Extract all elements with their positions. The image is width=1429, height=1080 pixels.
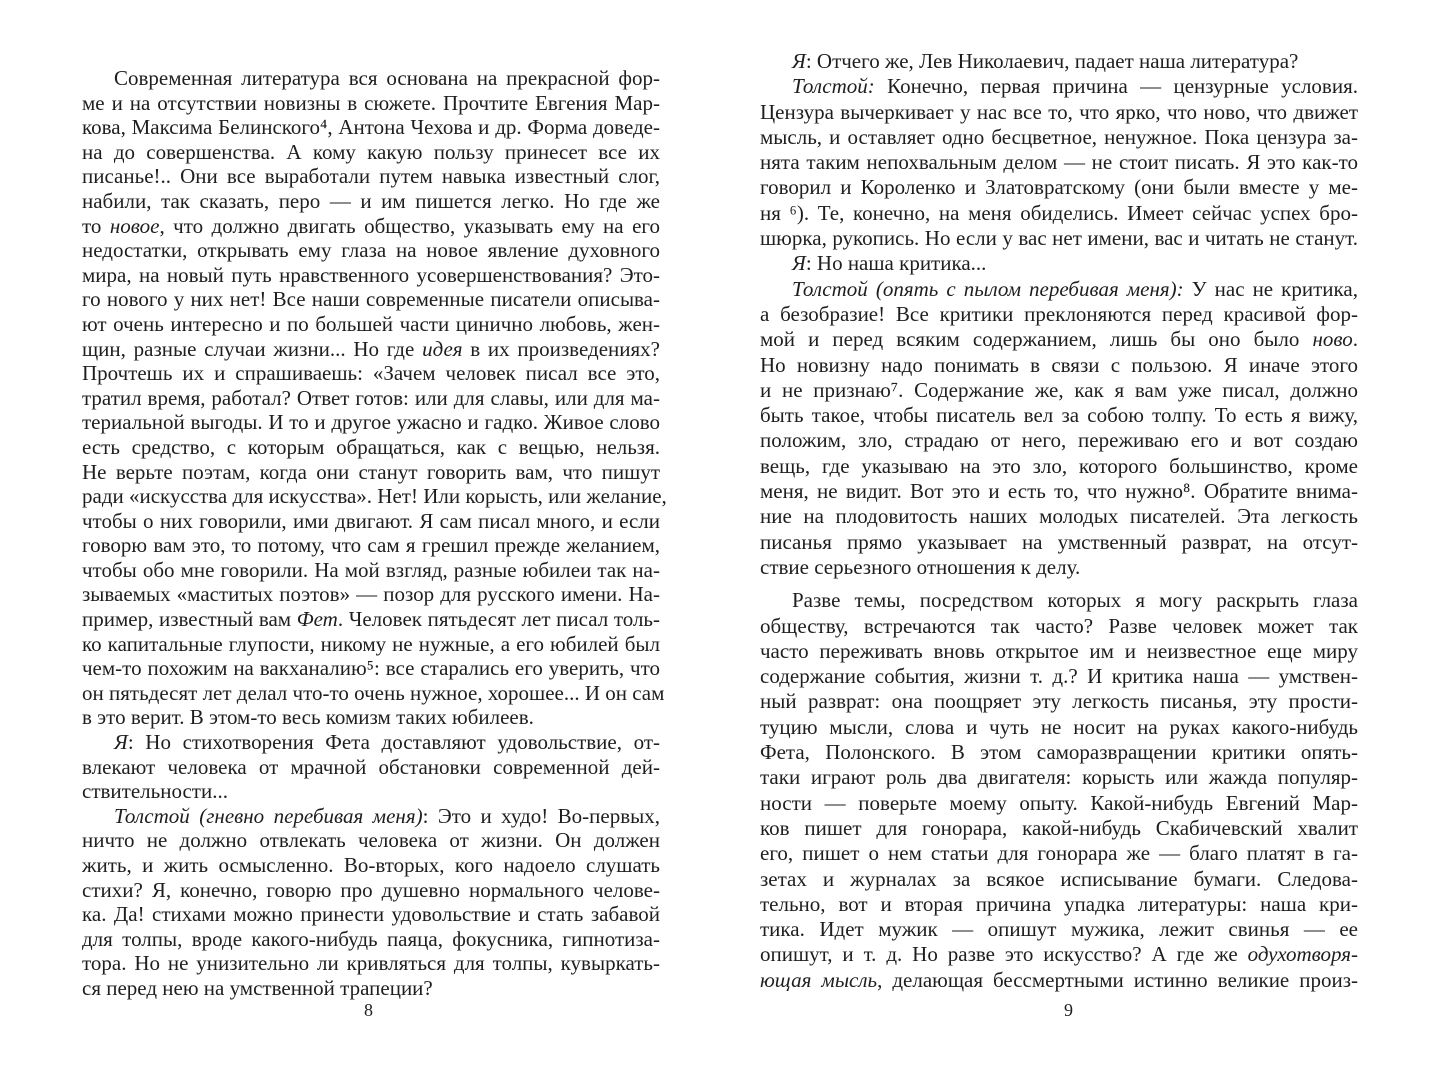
text-line <box>760 530 1358 555</box>
text-line <box>760 378 1358 403</box>
text-segment: опишут, и т. д. Но разве это искусство? А где же <box>760 942 1248 967</box>
text-segment: ко капитальные глупости, никому не нужные, а его юбилей был <box>82 631 660 656</box>
text-segment: Современная литература вся основана на прекрасной фор- <box>114 66 660 90</box>
text-segment: его, пишет о нем статьи для гонорара же — благо платят в га- <box>760 841 1358 866</box>
text-line <box>760 150 1358 175</box>
text-line <box>760 555 1358 580</box>
text-segment: мира, на новый путь нравственного усовершенствования? Это- <box>82 262 660 287</box>
text-line <box>760 816 1358 841</box>
text-line <box>82 730 660 755</box>
text-segment: Цензура вычеркивает у нас все то, что ярко, что ново, что движет <box>760 99 1358 124</box>
italic-text: Я <box>792 49 806 73</box>
text-line <box>82 878 660 903</box>
text-segment: набили, так сказать, перо — и им пишется легко. Но где же <box>82 188 660 213</box>
text-line <box>760 639 1358 664</box>
text-segment: писанья прямо указывает на умственный разврат, на отсут- <box>760 529 1358 554</box>
text-line <box>760 614 1358 639</box>
text-segment: ние на плодовитость наших молодых писателей. Эта легкость <box>760 504 1358 529</box>
text-segment: ный разврат: она поощряет эту легкость писанья, эту прости- <box>760 689 1358 714</box>
text-line <box>82 582 660 607</box>
text-line <box>82 214 660 239</box>
text-segment: шюрка, рукопись. Но если у вас нет имени, вас и читать не станут. <box>760 226 1358 251</box>
text-segment: содержание события, жизни т. д.? И критика наша — умствен- <box>760 664 1358 689</box>
text-line <box>82 410 660 435</box>
text-line <box>760 428 1358 453</box>
text-segment: то <box>82 213 110 238</box>
italic-text: Я <box>792 251 806 276</box>
text-line <box>82 632 660 657</box>
text-segment: У нас не критика, <box>1183 276 1358 301</box>
text-segment: ня ⁶). Те, конечно, на меня обиделись. Имеет сейчас успех бро- <box>760 200 1358 225</box>
text-segment: недостатки, открывать ему глаза на новое явление духовного <box>82 238 660 263</box>
text-line <box>82 705 660 730</box>
text-segment: таки играют роль два двигателя: корысть или жажда популяр- <box>760 765 1358 790</box>
text-segment: часто переживать вновь открытое им и неизвестное еще миру <box>760 638 1358 663</box>
text-line <box>82 828 660 853</box>
text-line <box>760 454 1358 479</box>
text-line <box>760 302 1358 327</box>
text-segment: : Но стихотворения Фета доставляют удовольствие, от- <box>127 730 660 755</box>
text-line <box>82 755 660 780</box>
text-line <box>760 689 1358 714</box>
text-line <box>760 504 1358 529</box>
text-line <box>760 49 1358 74</box>
text-line <box>760 403 1358 428</box>
text-segment: ствие серьезного отношения к делу. <box>760 554 1081 579</box>
text-line <box>82 976 660 1001</box>
text-line <box>82 91 660 116</box>
text-line <box>82 927 660 952</box>
text-segment: говорю вам это, то потому, что сам я грешил прежде желанием, <box>82 533 660 558</box>
text-line <box>82 779 660 804</box>
text-segment: : Но наша критика... <box>805 251 987 276</box>
text-segment: в это верит. В этом-то весь комизм таких юбилеев. <box>82 705 534 730</box>
text-line <box>760 327 1358 352</box>
text-segment: тельно, вот и вторая причина упадка литературы: наша кри- <box>760 891 1358 916</box>
text-segment: тика. Идет мужик — опишут мужика, лежит свинья — ее <box>760 917 1358 942</box>
text-line <box>760 765 1358 790</box>
text-line <box>760 715 1358 740</box>
text-segment: пример, известный вам <box>82 607 297 632</box>
text-segment: тратил время, работал? Ответ готов: или для славы, или для ма- <box>82 385 660 410</box>
text-segment: говорил и Короленко и Златовратскому (они были вместе у ме- <box>760 175 1358 200</box>
text-line <box>760 175 1358 200</box>
text-line <box>82 287 660 312</box>
text-segment: мысль, и оставляет одно бесцветное, ненужное. Пока цензура за- <box>760 124 1358 149</box>
text-line <box>82 607 660 632</box>
text-segment: Прочтешь их и спрашиваешь: «Зачем человек писал все это, <box>82 361 660 386</box>
text-segment: . Человек пятьдесят лет писал толь- <box>337 607 660 632</box>
text-segment: териальной выгоды. И то и другое ужасно и гадко. Живое слово <box>82 410 660 435</box>
text-line <box>82 460 660 485</box>
text-segment: вещь, где указываю на это зло, которого большинство, кроме <box>760 453 1358 478</box>
left-page-text <box>82 66 667 1001</box>
page-number-left: 8 <box>364 1000 373 1020</box>
text-line <box>760 917 1358 942</box>
text-line <box>760 74 1358 99</box>
italic-text: Толстой (гневно перебивая меня) <box>114 803 423 828</box>
text-line <box>82 140 660 165</box>
text-line <box>760 251 1358 276</box>
text-segment: , делающая бессмертными истинно великие произ- <box>877 967 1358 992</box>
text-segment: он пятьдесят лет делал что-то очень нужное, хорошее... И он сам <box>82 680 665 705</box>
text-segment: ствительности... <box>82 779 228 804</box>
italic-text: ново <box>1312 327 1353 352</box>
text-line <box>760 588 1358 613</box>
text-segment: жить, и жить осмысленно. Во-вторых, кого надоело слушать <box>82 853 660 877</box>
text-line <box>760 841 1358 866</box>
text-segment: ности — поверьте моему опыту. Какой-нибудь Евгений Мар- <box>760 790 1358 815</box>
italic-text: новое <box>109 213 160 238</box>
text-segment: го нового у них нет! Все наши современные писатели описыва- <box>82 287 660 312</box>
text-segment: ради «искусства для искусства». Нет! Или корысть, или желание, <box>82 484 667 509</box>
text-line <box>760 664 1358 689</box>
text-segment: писанье!.. Они все выработали путем навыка известный слог, <box>82 164 660 189</box>
text-line <box>82 189 660 214</box>
text-segment: нята таким непохвальным делом — не стоит писать. Я это как-то <box>760 150 1358 175</box>
text-segment: в их произведениях? <box>462 336 660 361</box>
text-segment: : Отчего же, Лев Николаевич, падает наша литература? <box>805 49 1299 73</box>
text-line <box>82 312 660 337</box>
text-segment: а безобразие! Все критики преклоняются перед красивой фор- <box>760 301 1358 326</box>
text-segment: , что должно двигать общество, указывать ему на его <box>159 213 660 238</box>
text-segment: чтобы обо мне говорили. На мой взгляд, разные юбилеи так на- <box>82 557 660 582</box>
text-line <box>82 238 660 263</box>
text-segment: : Это и худо! Во-первых, <box>422 803 660 828</box>
italic-text: одухотворя- <box>1247 942 1358 967</box>
text-line <box>760 791 1358 816</box>
italic-text: Фет <box>296 607 338 632</box>
text-segment: . <box>1352 327 1358 352</box>
text-segment: Фета, Полонского. В этом саморазвращении критики опять- <box>760 740 1358 765</box>
text-segment: на до совершенства. А кому какую пользу принесет все их <box>82 139 660 164</box>
italic-text: ющая мысль <box>760 967 878 992</box>
text-line <box>82 680 665 706</box>
text-segment: тора. Но не унизительно ли кривляться для толпы, кувыркать- <box>82 951 660 976</box>
text-line <box>82 558 660 583</box>
text-segment: ют очень интересно и по большей части цинично любовь, жен- <box>82 311 660 336</box>
text-line <box>82 853 660 878</box>
text-line <box>82 66 660 91</box>
text-segment: есть средство, с которым обращаться, как с вещью, нельзя. <box>82 434 660 459</box>
text-line <box>82 804 660 829</box>
text-line <box>760 277 1358 302</box>
text-segment: обществу, встречаются так часто? Разве человек может так <box>760 613 1358 638</box>
text-line <box>760 740 1358 765</box>
italic-text: Я <box>114 730 128 755</box>
text-line <box>82 902 660 927</box>
text-segment: туцию мысли, слова и чуть не носит на руках какого-нибудь <box>760 714 1358 739</box>
text-line <box>760 942 1358 967</box>
text-line <box>760 125 1358 150</box>
text-segment: щин, разные случаи жизни... Но где <box>82 336 423 361</box>
text-line <box>760 353 1358 378</box>
text-segment: Конечно, первая причина — цензурные условия. <box>874 74 1358 99</box>
text-segment: для толпы, вроде какого-нибудь паяца, фокусника, гипнотиза- <box>82 926 660 951</box>
text-segment: ся перед нею на умственной трапеции? <box>82 975 433 1000</box>
text-segment: зетах и журналах за всякое исписывание бумаги. Следова- <box>760 866 1358 891</box>
text-segment: Но новизну надо понимать в связи с пользою. Я иначе этого <box>760 352 1358 377</box>
text-segment: быть такое, чтобы писатель вел за собою толпу. То есть я вижу, <box>760 403 1358 428</box>
text-segment: влекают человека от мрачной обстановки современной дей- <box>82 754 660 779</box>
text-segment: ка. Да! стихами можно принести удовольствие и стать забавой <box>82 902 660 927</box>
text-line <box>760 226 1358 251</box>
text-line <box>760 867 1358 892</box>
text-line <box>82 386 660 411</box>
text-line <box>760 892 1358 917</box>
text-line <box>82 951 660 976</box>
italic-text: Толстой: <box>792 74 875 99</box>
text-segment: стихи? Я, конечно, говорю про душевно нормального челове- <box>82 877 660 902</box>
text-segment: зываемых «маститых поэтов» — позор для русского имени. На- <box>82 582 660 607</box>
text-segment: ков пишет для гонорара, какой-нибудь Скабичевский хвалит <box>760 815 1358 840</box>
text-segment: Разве темы, посредством которых я могу раскрыть глаза <box>792 588 1358 613</box>
italic-text: идея <box>422 336 463 361</box>
text-line <box>760 100 1358 125</box>
text-line <box>82 115 660 140</box>
text-line <box>82 337 660 362</box>
text-segment: ме и на отсутствии новизны в сюжете. Прочтите Евгения Мар- <box>82 90 660 115</box>
text-line <box>82 484 667 509</box>
text-line <box>82 263 660 288</box>
text-segment: меня, не видит. Вот это и есть то, что нужно⁸. Обратите внима- <box>760 479 1358 504</box>
text-line <box>760 479 1358 504</box>
text-line <box>82 509 660 534</box>
right-page-text <box>760 49 1358 993</box>
text-segment: мой и перед всяким содержанием, лишь бы оно было <box>760 327 1313 352</box>
text-line <box>760 201 1358 226</box>
text-segment: положим, зло, страдаю от него, переживаю его и вот создаю <box>760 428 1358 453</box>
text-segment: ничто не должно отвлекать человека от жизни. Он должен <box>82 828 660 853</box>
text-segment: чем-то похожим на вакханалию⁵: все старались его уверить, что <box>82 656 660 681</box>
text-line <box>82 435 660 460</box>
text-line <box>82 164 660 189</box>
text-line <box>760 968 1358 993</box>
text-segment: и не признаю⁷. Содержание же, как я вам уже писал, должно <box>760 377 1358 402</box>
text-line <box>82 361 660 386</box>
page-number-right: 9 <box>1064 1000 1073 1020</box>
text-line <box>82 656 660 681</box>
text-line <box>82 533 660 558</box>
text-segment: чтобы о них говорили, ими двигают. Я сам писал много, и если <box>82 508 660 533</box>
text-segment: Не верьте поэтам, когда они станут говорить вам, что пишут <box>82 459 660 484</box>
text-segment: кова, Максима Белинского⁴, Антона Чехова и др. Форма доведе- <box>82 115 660 140</box>
italic-text: Толстой (опять с пылом перебивая меня): <box>792 276 1184 301</box>
